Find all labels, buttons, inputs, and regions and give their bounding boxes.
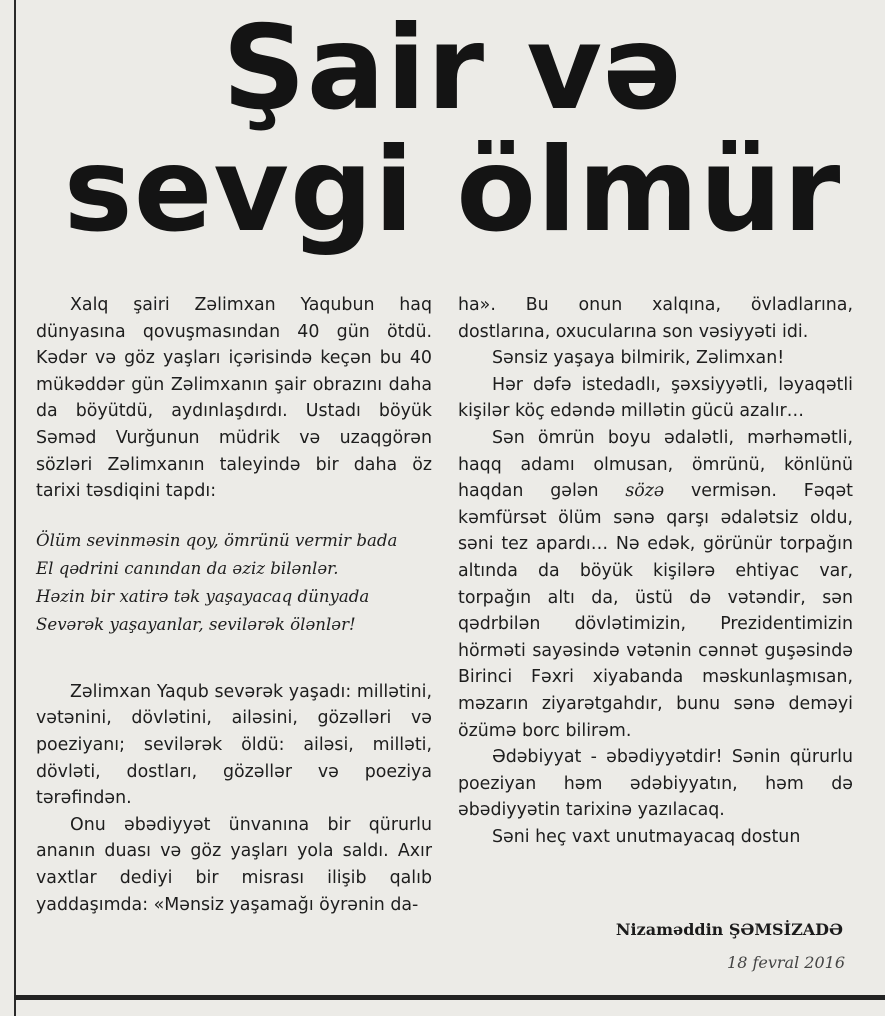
right-text-column [458, 292, 853, 850]
body-paragraph [458, 425, 853, 744]
body-paragraph: Hər dəfə istedadlı, şəxsiyyətli, ləyaqətli kişilər köç edəndə millətin gücü azalır… [458, 374, 853, 422]
headline-line-2: sevgi ölmür [63, 123, 842, 258]
paragraph-text: vermisən. Fəqət kəmfürsət ölüm sənə qarşı ədalətsiz oldu, səni tez apardı… Nə edək, görünür torpağın altında da böyük kişilərə ehtiyac var, torpağın altı da, üstü də vətəndir, sən qədrbilən dövlətimizin, Prezidentimizin hörməti sayəsində vətənin cənnət guşəsində Birinci Fəxri xiyabanda məskunlaşmısan, məzarın ziyarətgahdır, bunu sənə deməyi özümə borc bilirəm. [458, 481, 853, 741]
bottom-rule [14, 995, 885, 1000]
emphasized-word: sözə [625, 481, 665, 502]
verse-line: Sevərək yaşayanlar, sevilərək ölənlər! [36, 614, 356, 634]
left-text-column [36, 292, 432, 918]
publication-date: 18 fevral 2016 [727, 953, 845, 972]
body-paragraph: ha». Bu onun xalqına, övladlarına, dostlarına, oxucularına son vəsiyyəti idi. [458, 295, 853, 342]
body-paragraph: Onu əbədiyyət ünvanına bir qürurlu ananın duası və göz yaşları yola saldı. Axır vaxtlar dediyi bir misrası ilişib qalıb yaddaşımda: «Mənsiz yaşamağı öyrənin da- [36, 814, 432, 915]
body-paragraph: Sənsiz yaşaya bilmirik, Zəlimxan! [492, 348, 785, 369]
verse-line: Həzin bir xatirə tək yaşayacaq dünyada [36, 586, 370, 606]
closing-line: Səni heç vaxt unutmayacaq dostun [492, 826, 801, 847]
poem-quote [36, 527, 432, 639]
paragraph-text: Sən ömrün boyu ədalətli, mərhəmətli, haqq adamı olmusan, ömrünü, könlünü haqdan gələn [458, 427, 853, 502]
author-signature: Nizaməddin ŞƏMSİZADƏ [615, 920, 843, 939]
verse-line: Ölüm sevinməsin qoy, ömrünü vermir bada [36, 530, 398, 550]
body-paragraph: Zəlimxan Yaqub sevərək yaşadı: millətini, vətənini, dövlətini, ailəsini, gözəlləri və poeziyanı; sevilərək öldü: ailəsi, milləti, dövləti, dostları, gözəllər və poeziya tərəfindən. [36, 681, 432, 809]
verse-line: El qədrini canından da əziz bilənlər. [36, 558, 339, 578]
headline-line-1: Şair və [222, 1, 683, 136]
body-paragraph: Ədəbiyyat - əbədiyyətdir! Sənin qürurlu poeziyan həm ədəbiyyatın, həm də əbədiyyətin tarixinə yazılacaq. [458, 747, 853, 821]
article-headline [20, 1, 885, 258]
left-column-rule [14, 0, 16, 1016]
intro-paragraph: Xalq şairi Zəlimxan Yaqubun haq dünyasına qovuşmasından 40 gün ötdü. Kədər və göz yaşları içərisində keçən bu 40 mükəddər gün Zəlimxanın şair obrazını daha da böyütdü, aydınlaşdırdı. Ustadı böyük Səməd Vurğunun müdrik və uzaqgörən sözləri Zəlimxanın taleyində bir daha öz tarixi təsdiqini tapdı: [36, 295, 432, 502]
